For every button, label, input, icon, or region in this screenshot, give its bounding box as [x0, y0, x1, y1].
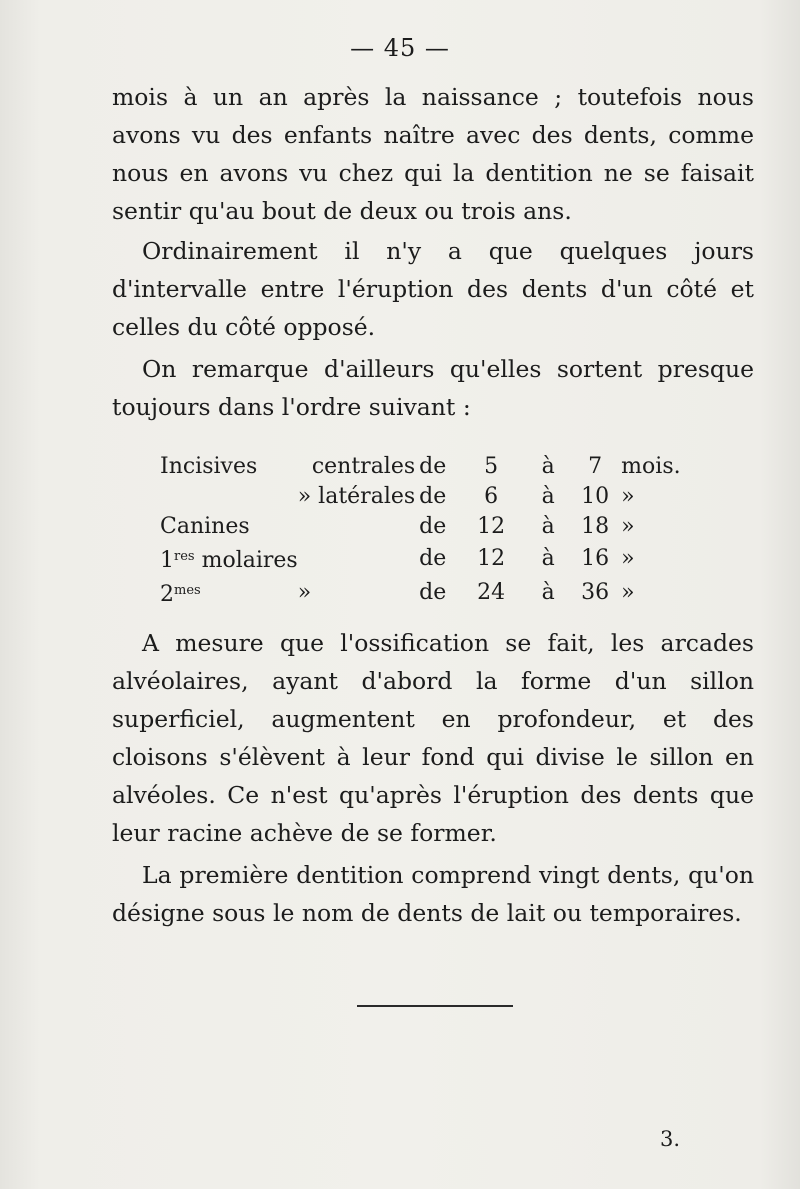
unit: » [621, 484, 635, 509]
paragraph-2: Ordinairement il n'y a que quelques jours d'intervalle entre l'éruption des dents d'un côté et celles du côté opposé. [112, 237, 754, 341]
tooth-name: Canines [160, 514, 250, 539]
table-row [160, 452, 681, 482]
signature-mark: 3. [660, 1127, 681, 1151]
from-value: 5 [484, 454, 499, 479]
page-number-header: — 45 — [350, 34, 450, 62]
unit: » [621, 580, 635, 605]
tooth-name [160, 576, 298, 610]
ordinal-suffix: res [174, 549, 195, 564]
to-value: 36 [581, 580, 610, 605]
ordinal-number: 1 [160, 548, 174, 573]
tooth-name-rest: molaires [194, 548, 298, 573]
section-divider-rule [357, 1005, 513, 1007]
table-row [160, 482, 681, 512]
from-value: 24 [477, 580, 506, 605]
tooth-name [160, 542, 298, 576]
to-word: à [541, 580, 555, 605]
table-row [160, 576, 681, 610]
from-word: de [419, 546, 447, 571]
from-word: de [419, 454, 447, 479]
from-value: 6 [484, 484, 499, 509]
paragraph-4: A mesure que l'ossification se fait, les arcades alvéolaires, ayant d'abord la forme d'un sillon superficiel, augmentent en profondeur, et des cloisons s'élèvent à leur fond qui divise le sillon en alvéoles. Ce n'est qu'après l'éruption des dents que leur racine achève de se former. [112, 629, 754, 847]
from-word: de [419, 514, 447, 539]
to-value: 7 [588, 454, 603, 479]
to-value: 10 [581, 484, 610, 509]
to-word: à [541, 454, 555, 479]
paragraph-5: La première dentition comprend vingt dents, qu'on désigne sous le nom de dents de lait ou temporaires. [112, 861, 754, 927]
paragraph-3: On remarque d'ailleurs qu'elles sortent presque toujours dans l'ordre suivant : [112, 355, 754, 421]
unit: » [621, 546, 635, 571]
to-word: à [541, 484, 555, 509]
from-value: 12 [477, 514, 506, 539]
from-word: de [419, 484, 447, 509]
to-word: à [541, 546, 555, 571]
table-row [160, 512, 681, 542]
to-value: 16 [581, 546, 610, 571]
tooth-subtype [298, 512, 419, 542]
tooth-subtype: » [297, 580, 312, 605]
unit: » [621, 514, 635, 539]
tooth-name [160, 482, 298, 512]
to-value: 18 [581, 514, 610, 539]
from-value: 12 [477, 546, 506, 571]
eruption-schedule-table [160, 452, 681, 610]
ordinal-suffix: mes [174, 583, 201, 598]
from-word: de [419, 580, 447, 605]
tooth-subtype [298, 542, 419, 576]
tooth-subtype: centrales [311, 454, 416, 479]
tooth-subtype: » latérales [297, 484, 416, 509]
table-row [160, 542, 681, 576]
tooth-name: Incisives [160, 454, 258, 479]
unit: mois. [621, 454, 681, 479]
paragraph-1: mois à un an après la naissance ; toutefois nous avons vu des enfants naître avec des dents, comme nous en avons vu chez qui la dentition ne se faisait sentir qu'au bout de deux ou trois ans. [112, 83, 754, 225]
to-word: à [541, 514, 555, 539]
ordinal-number: 2 [160, 582, 174, 607]
